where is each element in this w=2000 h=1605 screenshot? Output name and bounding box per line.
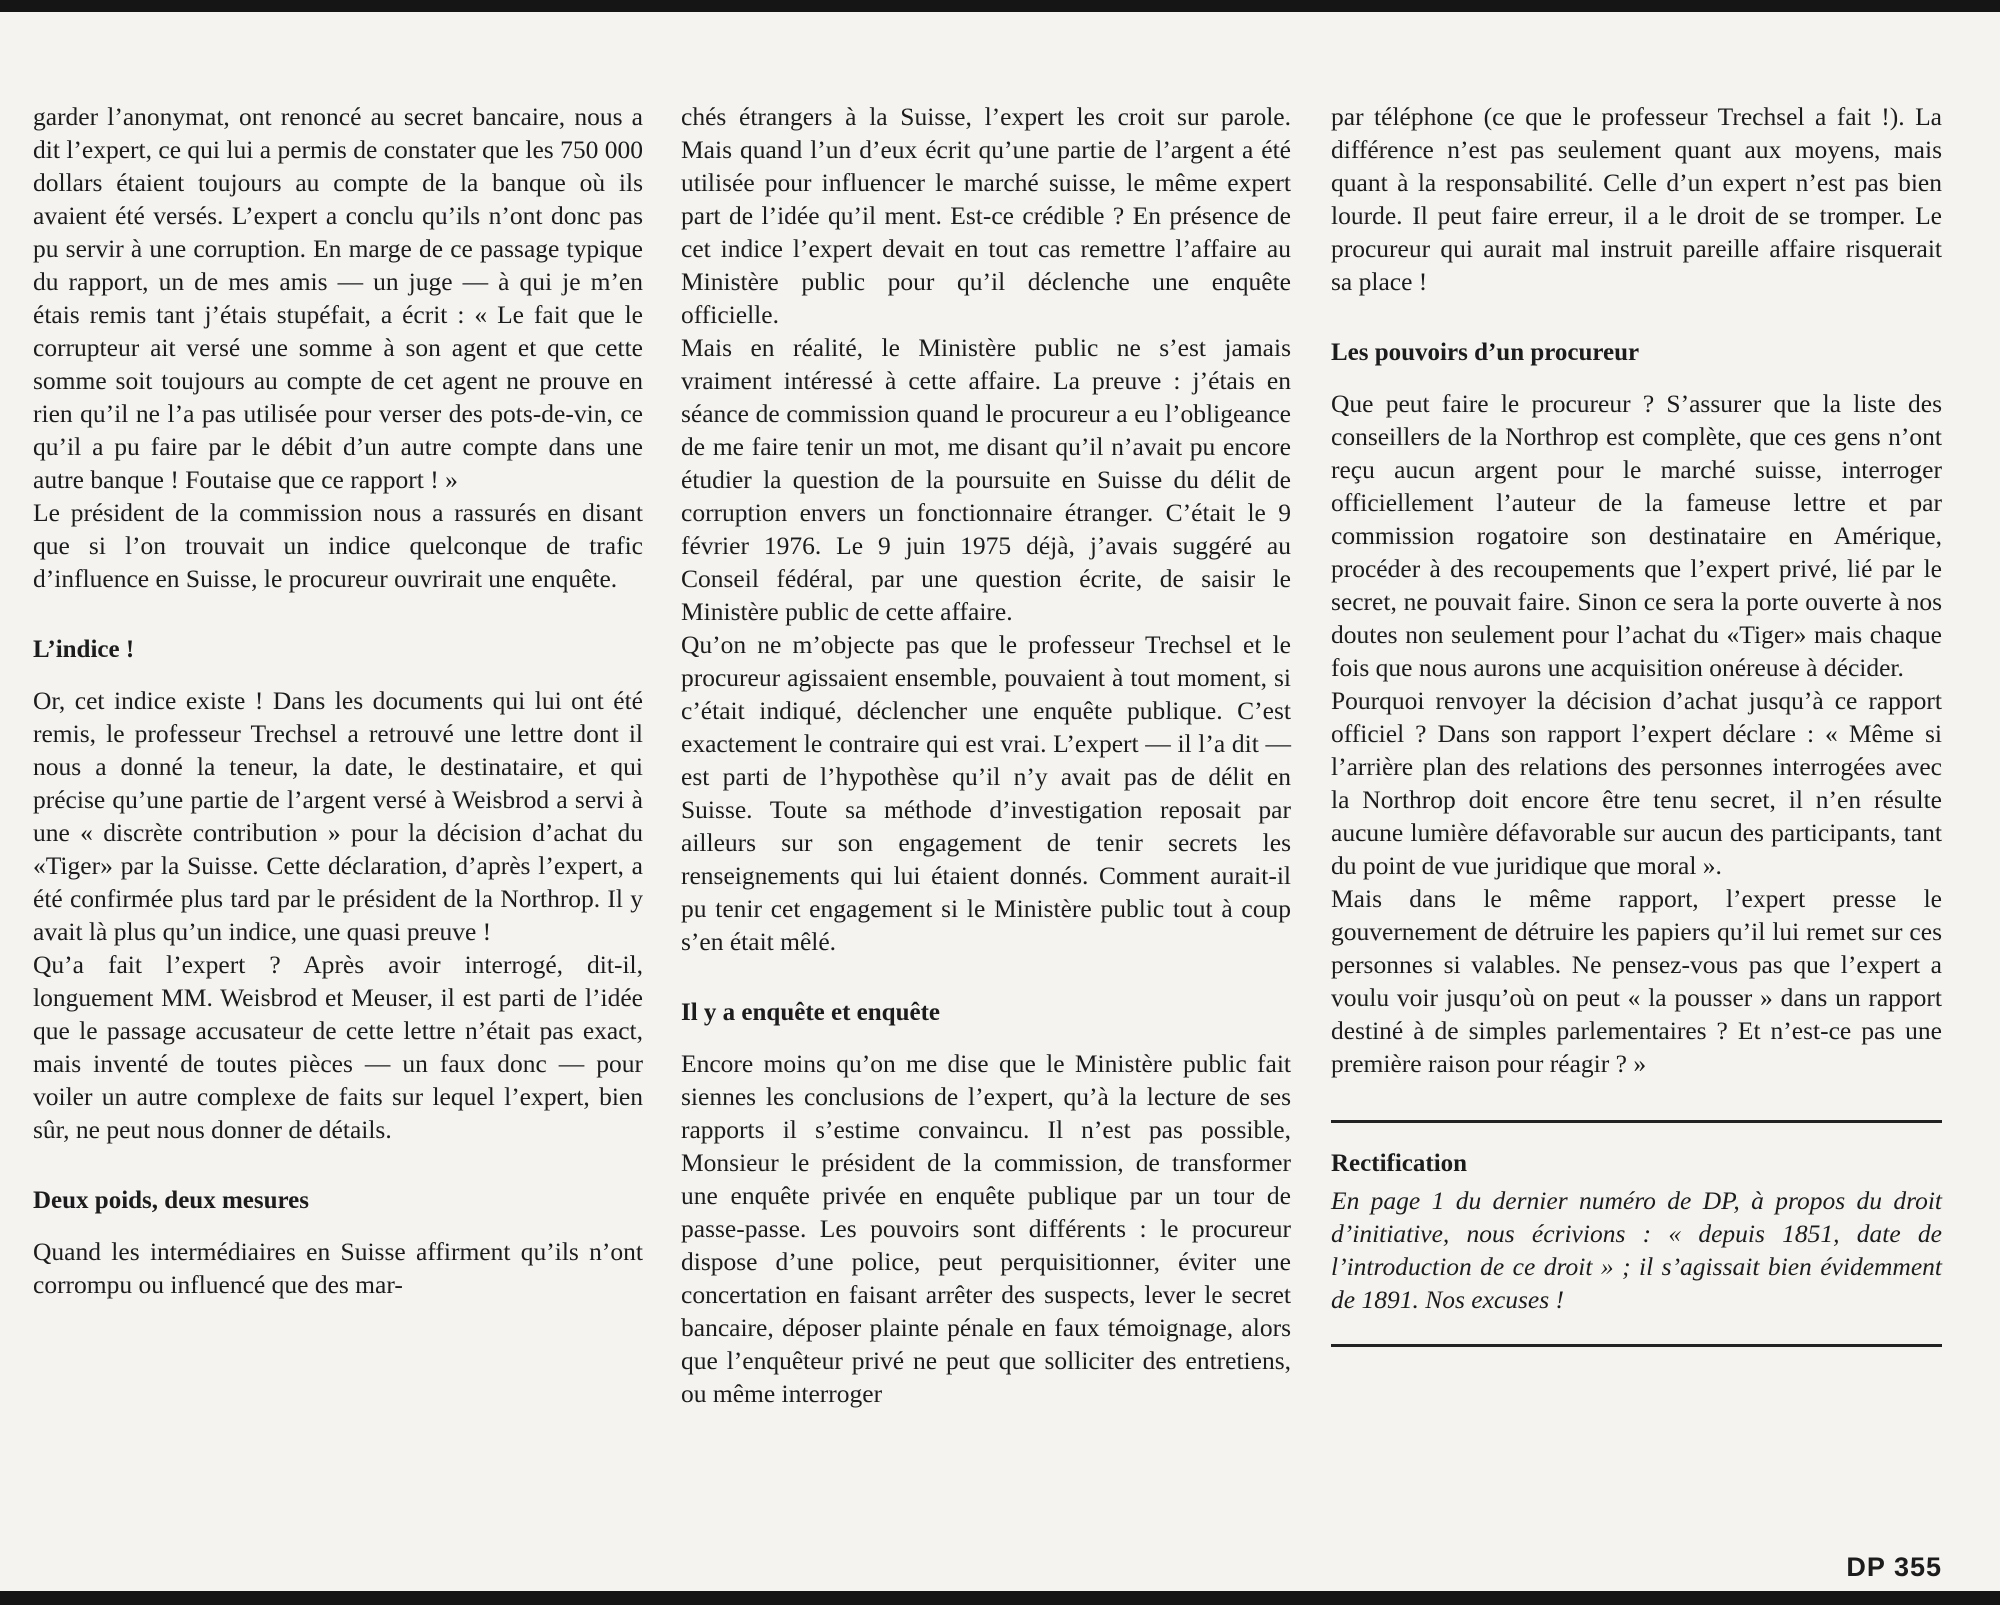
paragraph: Le président de la commission nous a rassurés en disant que si l’on trouvait un indice quelconque de trafic d’influence en Suisse, le procureur ouvrirait une enquête. bbox=[33, 498, 643, 593]
paragraph: Pourquoi renvoyer la décision d’achat jusqu’à ce rapport officiel ? Dans son rapport l’expert déclare : « Même si l’arrière plan des relations des personnes interrogées avec la Northrop doit encore être tenu secret, il n’en résulte aucune lumière défavorable sur aucun des participants, tant du point de vue juridique que moral ». bbox=[1331, 686, 1942, 880]
section-heading-pouvoirs: Les pouvoirs d’un procureur bbox=[1331, 339, 1640, 366]
section-heading-enquete: Il y a enquête et enquête bbox=[681, 999, 940, 1026]
column-1 bbox=[33, 100, 643, 1301]
section-heading-deux-poids: Deux poids, deux mesures bbox=[33, 1187, 309, 1214]
column-3 bbox=[1331, 100, 1942, 1347]
paragraph: Mais en réalité, le Ministère public ne s’est jamais vraiment intéressé à cette affaire. La preuve : j’étais en séance de commission quand le procureur a eu l’obligeance de me faire tenir un mot, me disant qu’il n’avait pu encore étudier la question de la poursuite en Suisse du délit de corruption envers un fonctionnaire étranger. C’était le 9 février 1976. Le 9 juin 1975 déjà, j’avais suggéré au Conseil fédéral, par une question écrite, de saisir le Ministère public de cette affaire. bbox=[681, 333, 1291, 626]
column-2 bbox=[681, 100, 1291, 1410]
paragraph: Or, cet indice existe ! Dans les documents qui lui ont été remis, le professeur Trechsel a retrouvé une lettre dont il nous a donné la teneur, la date, le destinataire, et qui précise qu’une partie de l’argent versé à Weisbrod a servi à une « discrète contribution » pour la décision d’achat du «Tiger» par la Suisse. Cette déclaration, d’après l’expert, a été confirmée plus tard par le président de la Northrop. Il y avait là plus qu’un indice, une quasi preuve ! bbox=[33, 686, 643, 946]
paragraph: par téléphone (ce que le professeur Trechsel a fait !). La différence n’est pas seulement quant aux moyens, mais quant à la responsabilité. Celle d’un expert n’est pas bien lourde. Il peut faire erreur, il a le droit de se tromper. Le procureur qui aurait mal instruit pareille affaire risquerait sa place ! bbox=[1331, 102, 1942, 296]
paragraph: Qu’on ne m’objecte pas que le professeur Trechsel et le procureur agissaient ensemble, pouvaient à tout moment, si c’était indiqué, déclencher une enquête publique. C’est exactement le contraire qui est vrai. L’expert — il l’a dit — est parti de l’hypothèse qu’il n’y avait pas de délit en Suisse. Toute sa méthode d’investigation reposait par ailleurs sur son engagement de tenir secrets les renseignements qui lui étaient donnés. Comment aurait-il pu tenir cet engagement si le Ministère public tout à coup s’en était mêlé. bbox=[681, 630, 1291, 956]
paragraph: Qu’a fait l’expert ? Après avoir interrogé, dit-il, longuement MM. Weisbrod et Meuser, il est parti de l’idée que le passage accusateur de cette lettre n’était pas exact, mais inventé de toutes pièces — un faux donc — pour voiler un autre complexe de faits sur lequel l’expert, bien sûr, ne peut nous donner de détails. bbox=[33, 950, 643, 1144]
bottom-rule bbox=[0, 1591, 2000, 1605]
paragraph: garder l’anonymat, ont renoncé au secret bancaire, nous a dit l’expert, ce qui lui a permis de constater que les 750 000 dollars étaient toujours au compte de la banque où ils avaient été versés. L’expert a conclu qu’ils n’ont donc pas pu servir à une corruption. En marge de ce passage typique du rapport, un de mes amis — un juge — à qui je m’en étais remis tant j’étais stupéfait, a écrit : « Le fait que le corrupteur ait versé une somme à son agent et que cette somme soit toujours au compte de cet agent ne prouve en rien qu’il ne l’a pas utilisée pour verser des pots-de-vin, ce qu’il a pu faire par le débit d’un autre compte dans une autre banque ! Foutaise que ce rapport ! » bbox=[33, 102, 643, 494]
paragraph: chés étrangers à la Suisse, l’expert les croit sur parole. Mais quand l’un d’eux écrit qu’une partie de l’argent a été utilisée pour influencer le marché suisse, le même expert part de l’idée qu’il ment. Est-ce crédible ? En présence de cet indice l’expert devait en tout cas remettre l’affaire au Ministère public pour qu’il déclenche une enquête officielle. bbox=[681, 102, 1291, 329]
page-footer: DP 355 bbox=[1846, 1552, 1942, 1582]
paragraph: Encore moins qu’on me dise que le Ministère public fait siennes les conclusions de l’expert, qu’à la lecture de ses rapports il s’estime convaincu. Il n’est pas possible, Monsieur le président de la commission, de transformer une enquête privée en enquête publique par un tour de passe-passe. Les pouvoirs sont différents : le procureur dispose d’une police, peut perquisitionner, éviter une concertation en faisant arrêter des suspects, lever le secret bancaire, déposer plainte pénale en faux témoignage, alors que l’enquêteur privé ne peut que solliciter des entretiens, ou même interroger bbox=[681, 1049, 1291, 1408]
divider-top bbox=[1331, 1120, 1942, 1123]
section-heading-indice: L’indice ! bbox=[33, 636, 135, 663]
paragraph: Que peut faire le procureur ? S’assurer que la liste des conseillers de la Northrop est complète, que ces gens n’ont reçu aucun argent pour le marché suisse, interroger officiellement l’auteur de la fameuse lettre et par commission rogatoire son destinataire en Amérique, procéder à des recoupements que l’expert privé, lié par le secret, ne pouvait faire. Sinon ce sera la porte ouverte à nos doutes non seulement pour l’achat du «Tiger» mais chaque fois que nous aurons une acquisition onéreuse à décider. bbox=[1331, 389, 1942, 682]
top-rule bbox=[0, 0, 2000, 12]
divider-bottom bbox=[1331, 1344, 1942, 1347]
rectification-text: En page 1 du dernier numéro de DP, à propos du droit d’initiative, nous écrivions : « depuis 1851, date de l’introduction de ce droit » ; il s’agissait bien évidemment de 1891. Nos excuses ! bbox=[1331, 1186, 1942, 1314]
rectification-title: Rectification bbox=[1331, 1150, 1468, 1177]
paragraph: Quand les intermédiaires en Suisse affirment qu’ils n’ont corrompu ou influencé que des mar- bbox=[33, 1237, 643, 1299]
paragraph: Mais dans le même rapport, l’expert presse le gouvernement de détruire les papiers qu’il lui remet sur ces personnes si valables. Ne pensez-vous pas que l’expert a voulu voir jusqu’où on peut « la pousser » dans un rapport destiné à de simples parlementaires ? Et n’est-ce pas une première raison pour réagir ? » bbox=[1331, 884, 1942, 1078]
